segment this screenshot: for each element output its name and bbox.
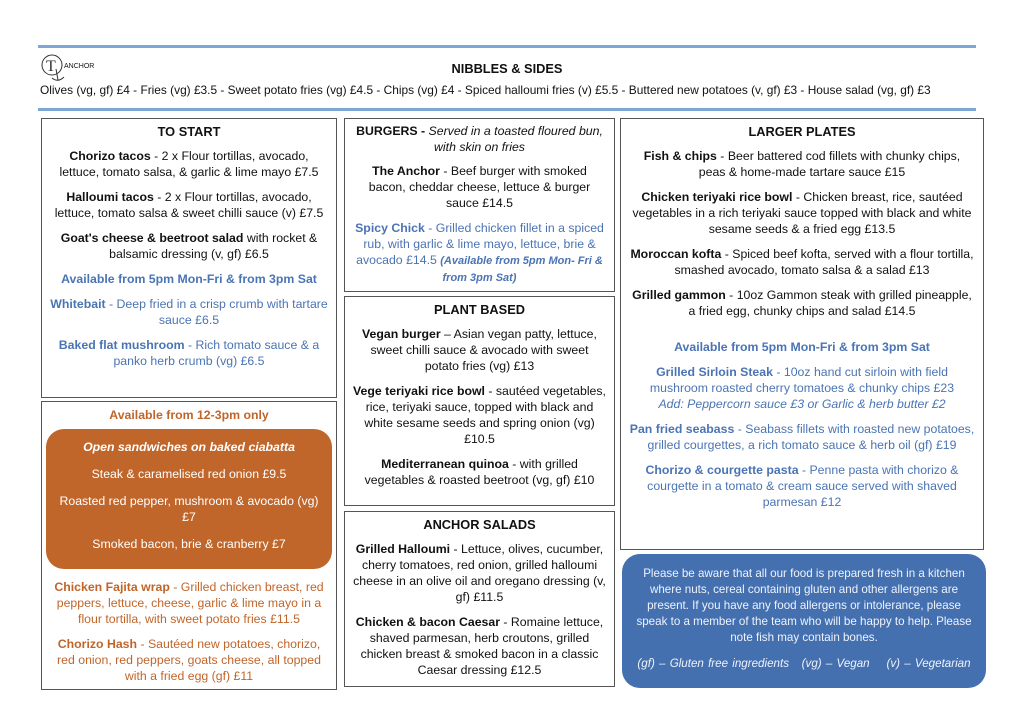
svg-text:T: T bbox=[46, 58, 56, 75]
menu-item: Spicy Chick - Grilled chicken fillet in a spiced rub, with garlic & lime mayo, lettuce, brie & avocado £14.5 (Available from 5pm Mon- Fri & from 3pm Sat) bbox=[355, 221, 604, 284]
burgers-section bbox=[344, 118, 615, 292]
allergy-notice bbox=[622, 554, 986, 688]
sandwich-item: Steak & caramelised red onion £9.5 bbox=[91, 467, 287, 481]
menu-item: Halloumi tacos - 2 x Flour tortillas, avocado, lettuce, tomato salsa & sweet chilli sauce (v) £7.5 bbox=[54, 190, 324, 220]
availability-note: Available from 5pm Mon-Fri & from 3pm Sat bbox=[674, 340, 930, 354]
section-subtitle: Served in a toasted floured bun, with skin on fries bbox=[428, 124, 603, 154]
menu-item: Moroccan kofta - Spiced beef kofta, served with a flour tortilla, smashed avocado, tomato salsa & a salad £13 bbox=[630, 247, 974, 277]
menu-item: Chicken teriyaki rice bowl - Chicken breast, rice, sautéed vegetables in a rich teriyaki sauce topped with black and white sesame seeds & a fried egg £13.5 bbox=[632, 190, 972, 236]
menu-item: Grilled Halloumi - Lettuce, olives, cucumber, cherry tomatoes, red onion, grilled halloumi cheese in an olive oil and oregano dressing (v, gf) £11.5 bbox=[353, 542, 606, 604]
larger-plates-section bbox=[620, 118, 984, 550]
menu-item: Baked flat mushroom - Rich tomato sauce & a panko herb crumb (vg) £6.5 bbox=[58, 338, 320, 368]
section-title: LARGER PLATES bbox=[748, 124, 856, 139]
menu-item: Grilled Sirloin Steak - 10oz hand cut sirloin with field mushroom roasted cherry tomatoes & chunky chips £23 Add: Peppercorn sauce £3 or Garlic & herb butter £2 bbox=[649, 365, 955, 411]
menu-item: Pan fried seabass - Seabass fillets with roasted new potatoes, grilled courgettes, a rich tomato sauce & herb oil (gf) £19 bbox=[629, 422, 975, 452]
lunch-section bbox=[41, 401, 337, 690]
availability-note: Available from 5pm Mon-Fri & from 3pm Sat bbox=[61, 272, 317, 286]
bottom-rule bbox=[38, 108, 976, 111]
to-start-section bbox=[41, 118, 337, 398]
burgers-header bbox=[353, 123, 606, 155]
menu-item: Chicken & bacon Caesar - Romaine lettuce, shaved parmesan, herb croutons, grilled chicken breast & smoked bacon in a classic Caesar dressing £12.5 bbox=[355, 615, 604, 677]
salads-section bbox=[344, 511, 615, 687]
nibbles-list: Olives (vg, gf) £4 - Fries (vg) £3.5 - Sweet potato fries (vg) £4.5 - Chips (vg) £4 - Spiced halloumi fries (v) £5.5 - Buttered new potatoes (v, gf) £3 - House salad (vg, gf) £3 bbox=[40, 83, 931, 97]
sandwich-item: Smoked bacon, brie & cranberry £7 bbox=[92, 537, 286, 551]
menu-item: Grilled gammon - 10oz Gammon steak with grilled pineapple, a fried egg, chunky chips and salad £14.5 bbox=[632, 288, 972, 318]
section-title: BURGERS - bbox=[356, 124, 429, 138]
sandwich-item: Roasted red pepper, mushroom & avocado (vg) £7 bbox=[59, 494, 319, 524]
menu-item: Vegan burger – Asian vegan patty, lettuce, sweet chilli sauce & avocado with sweet potato fries (vg) £13 bbox=[362, 327, 597, 373]
menu-item: Vege teriyaki rice bowl - sautéed vegetables, rice, teriyaki sauce, topped with black and white sesame seeds and spring onion (vg) £10.5 bbox=[353, 384, 606, 446]
top-rule bbox=[38, 45, 976, 48]
sandwiches-box bbox=[46, 429, 332, 569]
section-title: TO START bbox=[157, 124, 221, 139]
plant-based-section bbox=[344, 296, 615, 506]
allergy-text: Please be aware that all our food is prepared fresh in a kitchen where nuts, cereal containing gluten and other allergens are present. If you have any food allergens or intolerance, please speak to a member of the team who will be happy to help. Please note fish may contain bones. bbox=[636, 567, 972, 644]
logo-text: ANCHOR bbox=[64, 63, 95, 70]
sandwiches-title: Open sandwiches on baked ciabatta bbox=[83, 440, 295, 454]
menu-item: Chorizo tacos - 2 x Flour tortillas, avocado, lettuce, tomato salsa, & garlic & lime mayo £7.5 bbox=[59, 149, 319, 179]
menu-item: Fish & chips - Beer battered cod fillets with chunky chips, peas & home-made tartare sauce £15 bbox=[643, 149, 961, 179]
menu-item: Chorizo & courgette pasta - Penne pasta with chorizo & courgette in a tomato & cream sauce served with shaved parmesan £12 bbox=[645, 463, 959, 509]
section-title: PLANT BASED bbox=[433, 302, 525, 317]
menu-item: Whitebait - Deep fried in a crisp crumb with tartare sauce £6.5 bbox=[50, 297, 328, 327]
section-title: ANCHOR SALADS bbox=[423, 517, 536, 532]
nibbles-title: NIBBLES & SIDES bbox=[451, 61, 563, 76]
menu-item: The Anchor - Beef burger with smoked bacon, cheddar cheese, lettuce & burger sauce £14.5 bbox=[368, 164, 591, 210]
menu-item: Mediterranean quinoa - with grilled vegetables & roasted beetroot (vg, gf) £10 bbox=[364, 457, 595, 487]
menu-item: Chicken Fajita wrap - Grilled chicken breast, red peppers, lettuce, cheese, garlic & lime mayo in a flour tortilla, with sweet potato fries £11.5 bbox=[54, 580, 324, 626]
menu-item: Chorizo Hash - Sautéed new potatoes, chorizo, red onion, red peppers, goats cheese, all topped with a fried egg (gf) £11 bbox=[57, 637, 321, 683]
availability-note: Available from 12-3pm only bbox=[109, 408, 269, 422]
diet-key: (gf) – Gluten free ingredients (vg) – Vegan (v) – Vegetarian bbox=[637, 657, 971, 670]
menu-item: Goat's cheese & beetroot salad with rocket & balsamic dressing (v, gf) £6.5 bbox=[60, 231, 318, 261]
